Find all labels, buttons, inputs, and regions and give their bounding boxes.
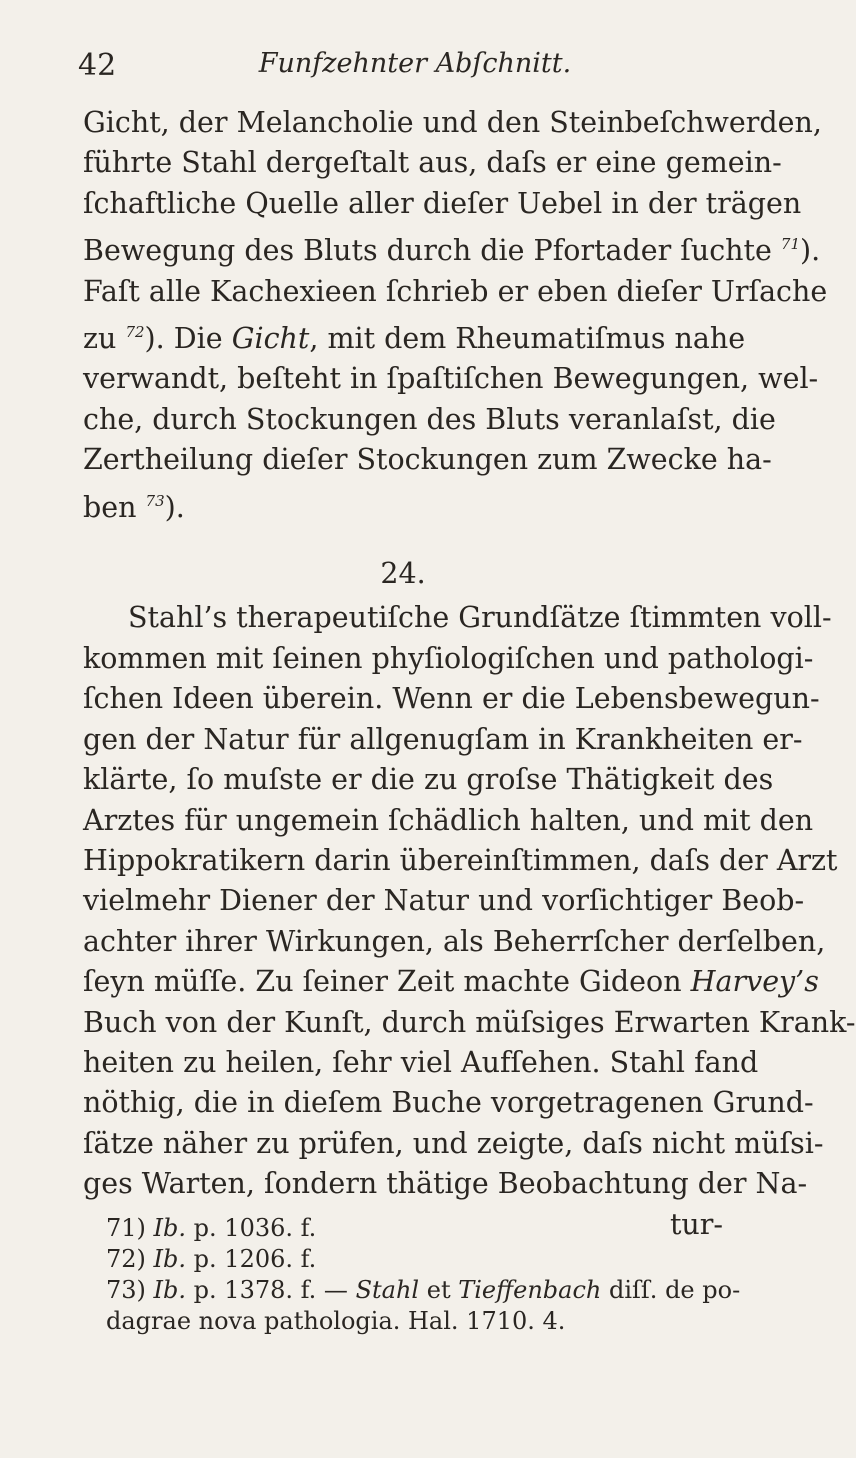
footnote-73 (106, 1275, 746, 1306)
emphasis-gicht: Gicht (231, 322, 310, 356)
footnote-number: 73) (106, 1276, 146, 1304)
footnotes (106, 1213, 746, 1337)
text-segment: ſeyn müſſe. Zu ſeiner Zeit machte Gideon (83, 965, 682, 999)
text-line: Gicht, der Melancholie und den Steinbeſchwerden, (83, 106, 822, 139)
running-title: Funfzehnter Abſchnitt. (258, 48, 572, 79)
text-line: gen der Natur für allgenugſam in Krankheiten er- (83, 722, 803, 756)
catchword: tur- (669, 1207, 723, 1241)
footnote-text: p. 1036. f. (193, 1214, 317, 1242)
text-line: Stahl’s therapeutiſche Grundſätze ſtimmten voll- (128, 601, 832, 635)
footnote-ref-71: 71 (780, 235, 800, 254)
footnote-71 (106, 1213, 746, 1244)
footnote-ib: Ib. (153, 1214, 187, 1242)
text-line: vielmehr Diener der Natur und vorſichtiger Beob- (83, 884, 805, 918)
text-line: verwandt, beſteht in ſpaſtiſchen Bewegungen, wel- (83, 362, 819, 396)
text-segment: Bewegung des Bluts durch die Pfortader ſuchte (83, 234, 772, 268)
footnote-author: Stahl (355, 1276, 420, 1304)
footnote-ib: Ib. (153, 1276, 187, 1304)
text-line: ſchaftliche Quelle aller dieſer Uebel in der trägen (83, 186, 802, 220)
text-line: führte Stahl dergeſtalt aus, daſs er eine gemein- (83, 146, 782, 180)
text-line (83, 962, 819, 1002)
text-line: ges Warten, ſondern thätige Beobachtung der Na- (83, 1167, 808, 1201)
section-break (83, 528, 723, 548)
text-segment: ben (83, 490, 137, 524)
text-line: ſätze näher zu prüfen, und zeigte, daſs nicht müſsi- (83, 1126, 824, 1160)
text-line: achter ihrer Wirkungen, als Beherrſcher derſelben, (83, 924, 826, 958)
text-line: heiten zu heilen, ſehr viel Aufſehen. Stahl fand (83, 1045, 759, 1079)
footnote-ib: Ib. (153, 1245, 187, 1273)
footnote-text: p. 1378. f. — (193, 1276, 348, 1304)
footnote-ref-72: 72 (125, 323, 145, 342)
footnote-text: diſſ. de po- (609, 1276, 741, 1304)
page-header (0, 48, 800, 88)
text-line: Arztes für ungemein ſchädlich halten, und mit den (83, 803, 814, 837)
body-text (83, 103, 856, 1245)
text-line: Hippokratikern darin übereinſtimmen, daſs der Arzt (83, 843, 838, 877)
text-segment: zu (83, 322, 117, 356)
footnote-number: 71) (106, 1214, 146, 1242)
footnote-ref-73: 73 (145, 491, 165, 510)
text-line: che, durch Stockungen des Bluts veranlaſst, die (83, 402, 776, 436)
footnote-72 (106, 1244, 746, 1275)
footnote-73-continuation: dagrae nova pathologia. Hal. 1710. 4. (106, 1307, 566, 1335)
section-number: 24. (380, 557, 426, 591)
text-line: klärte, ſo muſste er die zu groſse Thätigkeit des (83, 763, 774, 797)
footnote-text: et (426, 1276, 451, 1304)
footnote-number: 72) (106, 1245, 146, 1273)
text-line: ben $^{73}$). (83, 490, 185, 524)
text-line: Buch von der Kunſt, durch müſsiges Erwarten Krank- (83, 1005, 856, 1039)
footnote-author: Tieffenbach (458, 1276, 602, 1304)
footnote-text: p. 1206. f. (193, 1245, 317, 1273)
emphasis-harvey: Harvey’s (690, 965, 819, 999)
text-line: Bewegung des Bluts durch die Pfortader ſuchte $^{71}$). (83, 234, 821, 268)
text-line: Faſt alle Kachexieen ſchrieb er eben dieſer Urſache (83, 274, 828, 308)
text-line: ſchen Ideen überein. Wenn er die Lebensbewegun- (83, 682, 820, 716)
text-segment: , mit dem Rheumatiſmus nahe (309, 322, 746, 356)
text-line: Zertheilung dieſer Stockungen zum Zwecke ha- (83, 443, 772, 477)
page-number: 42 (78, 48, 117, 83)
text-line: zu $^{72}$). Die Gicht, mit dem Rheumatiſmus nahe (83, 322, 746, 356)
text-line: nöthig, die in dieſem Buche vorgetragenen Grund- (83, 1086, 814, 1120)
text-line: kommen mit ſeinen phyſiologiſchen und pathologi- (83, 641, 814, 675)
text-segment: Die (173, 322, 223, 356)
